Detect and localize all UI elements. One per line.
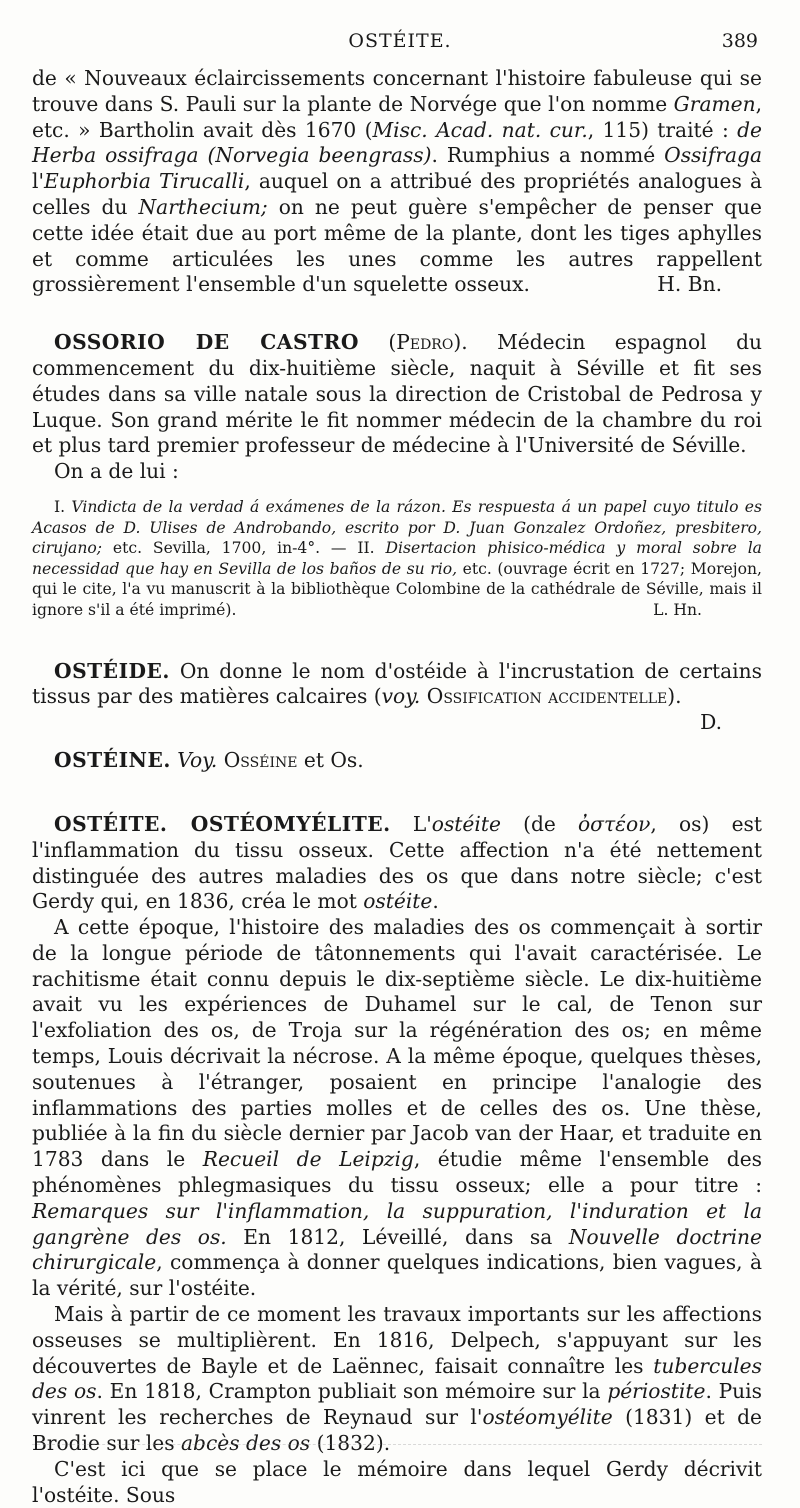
author-signature: D.: [700, 710, 722, 735]
entry-headword: OSSORIO DE CASTRO: [54, 330, 359, 355]
entry-ossorio: OSSORIO DE CASTRO (Pedro). Médecin espagnol du commencement du dix-huitième siècle, naquit à Séville et fit ses études dans sa ville natale sous la direction de Cristobal de Pedrosa y Luque. Son grand mérite le fit nommer médecin de la chambre du roi et plus tard premier professeur de médecine à l'Université de Séville.: [32, 330, 762, 458]
entry-osteide: OSTÉIDE. On donne le nom d'ostéide à l'incrustation de certains tissus par des matières calcaires (voy. Ossification accidentelle). D.: [32, 658, 762, 735]
entry-headword: OSTÉINE.: [54, 748, 171, 773]
entry-osteite: OSTÉITE. OSTÉOMYÉLITE. L'ostéite (de ὀστέον, os) est l'inflammation du tissu osseux. Cette affection n'a été nettement distinguée des autres maladies des os que dans notre siècle; c'est Gerdy qui, en 1836, créa le mot ostéite.: [32, 811, 762, 914]
running-header: [0, 30, 800, 58]
bibliography: I. Vindicta de la verdad á exámenes de la rázon. Es respuesta á un papel cuyo titulo es Acasos de D. Ulises de Androbando, escrito por D. Juan Gonzalez Ordoñez, presbitero, cirujano; etc. Sevilla, 1700, in-4°. — II. Disertacion phisico-médica y moral sobre la necessidad que hay en Sevilla de los baños de su rio, etc. (ouvrage écrit en 1727; Morejon, qui le cite, l'a vu manuscrit à la bibliothèque Colombine de la cathédrale de Séville, mais il ignore s'il a été imprimé). L. Hn.: [32, 497, 762, 619]
page-body: [32, 66, 762, 1508]
author-signature: L. Hn.: [653, 600, 702, 619]
page-number: 389: [721, 30, 758, 52]
osteite-paragraph-2: A cette époque, l'histoire des maladies des os commençait à sortir de la longue période de tâtonnements qui l'avait caractérisée. Le rachitisme était connu depuis le dix-septième siècle. Le dix-huitième avait vu les expériences de Duhamel sur le cal, de Tenon sur l'exfoliation des os, de Troja sur la régénération des os; en même temps, Louis décrivait la nécrose. A la même époque, quelques thèses, soutenues à l'étranger, posaient en principe l'analogie des inflammations des parties molles et de celles des os. Une thèse, publiée à la fin du siècle dernier par Jacob van der Haar, et traduite en 1783 dans le Recueil de Leipzig, étudie même l'ensemble des phénomènes phlegmasiques du tissu osseux; elle a pour titre : Remarques sur l'inflammation, la suppuration, l'induration et la gangrène des os. En 1812, Léveillé, dans sa Nouvelle doctrine chirurgicale, commença à donner quelques indications, bien vagues, à la vérité, sur l'ostéite.: [32, 915, 762, 1301]
intro-paragraph: de « Nouveaux éclaircissements concernant l'histoire fabuleuse qui se trouve dans S. Pauli sur la plante de Norvége que l'on nomme Gramen, etc. » Bartholin avait dès 1670 (Misc. Acad. nat. cur., 115) traité : de Herba ossifraga (Norvegia beengrass). Rumphius a nommé Ossifraga l'Euphorbia Tirucalli, auquel on a attribué des propriétés analogues à celles du Narthecium; on ne peut guère s'empêcher de penser que cette idée était due au port même de la plante, dont les tiges aphylles et comme articulées les unes comme les autres rappellent grossièrement l'ensemble d'un squelette osseux. H. Bn.: [32, 66, 762, 297]
running-title: OSTÉITE.: [348, 30, 452, 52]
entry-headword: OSTÉIDE.: [54, 658, 170, 683]
entry-headword: OSTÉITE. OSTÉOMYÉLITE.: [54, 811, 391, 836]
osteite-paragraph-4: C'est ici que se place le mémoire dans lequel Gerdy décrivit l'ostéite. Sous: [32, 1456, 762, 1507]
page-bottom-rule: [32, 1444, 762, 1445]
osteite-paragraph-3: Mais à partir de ce moment les travaux importants sur les affections osseuses se multiplièrent. En 1816, Delpech, s'appuyant sur les découvertes de Bayle et de Laënnec, faisait connaître les tubercules des os. En 1818, Crampton publiait son mémoire sur la périostite. Puis vinrent les recherches de Reynaud sur l'ostéomyélite (1831) et de Brodie sur les abcès des os (1832).: [32, 1302, 763, 1456]
author-signature: H. Bn.: [657, 272, 722, 297]
works-intro: On a de lui :: [54, 459, 179, 484]
entry-osteine: OSTÉINE. Voy. Osséine et Os.: [54, 748, 364, 773]
